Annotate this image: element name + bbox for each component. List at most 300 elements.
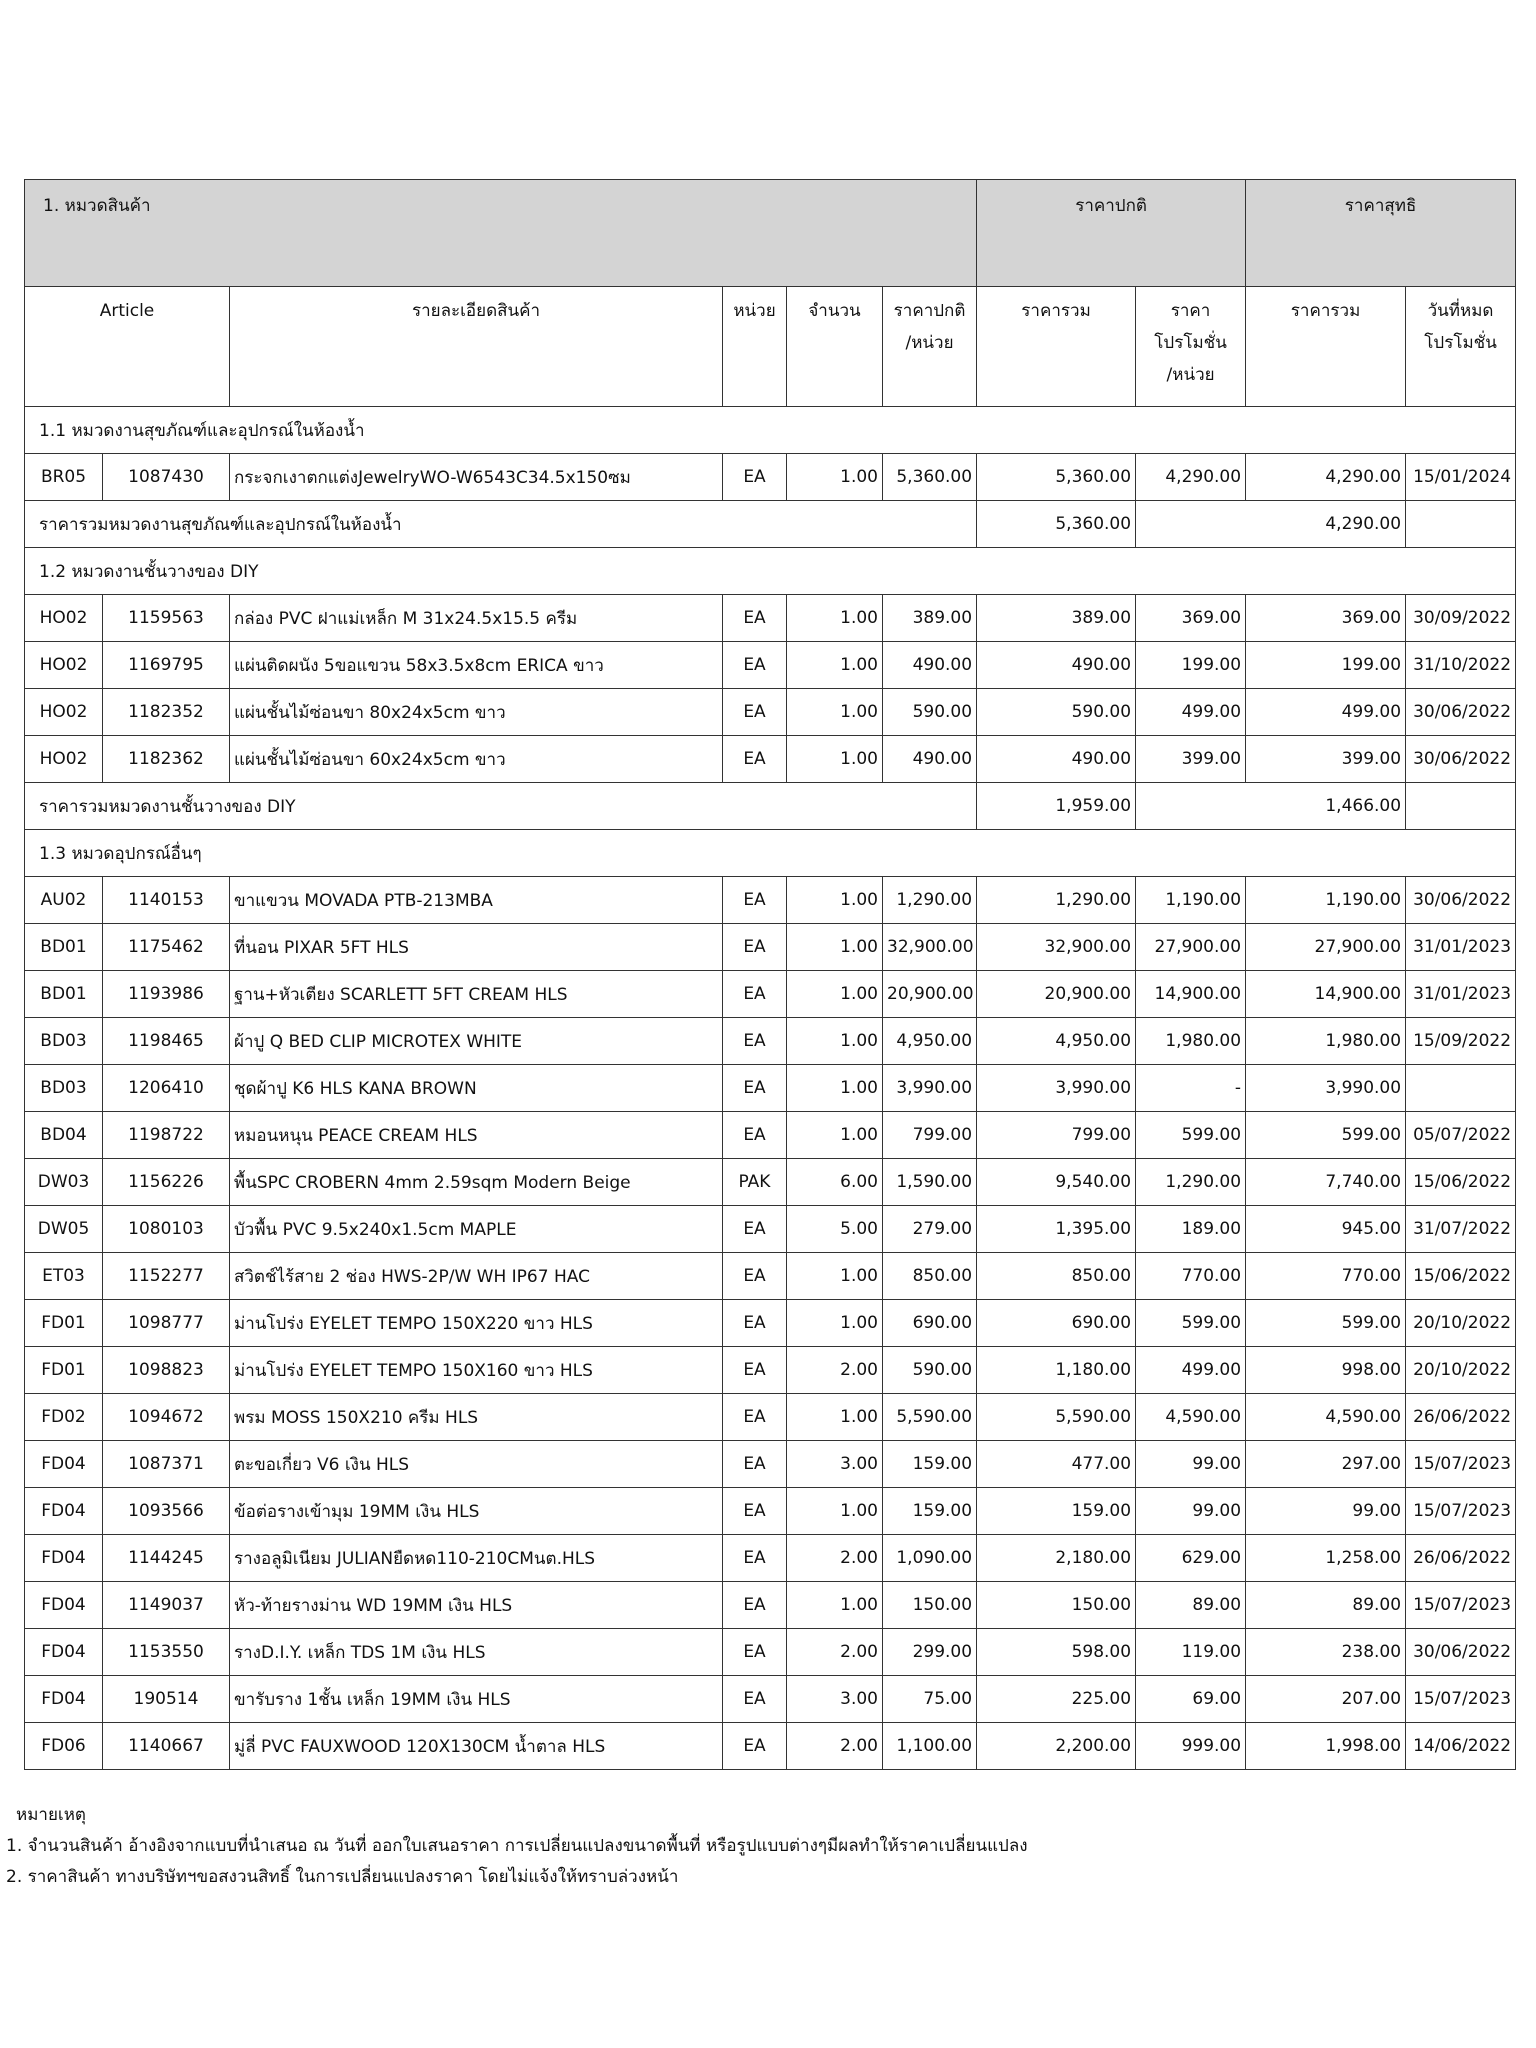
unit-price: 590.00 — [883, 1347, 977, 1394]
product-description: กล่อง PVC ฝาแม่เหล็ก M 31x24.5x15.5 ครีม — [230, 595, 723, 642]
total-price: 490.00 — [977, 736, 1136, 783]
promo-end-date: 15/07/2023 — [1406, 1676, 1516, 1723]
promo-price: 770.00 — [1136, 1253, 1246, 1300]
product-description: ตะขอเกี่ยว V6 เงิน HLS — [230, 1441, 723, 1488]
promo-end-date — [1406, 1065, 1516, 1112]
total-price: 590.00 — [977, 689, 1136, 736]
col-total: ราคารวม — [977, 287, 1136, 407]
subtotal-empty — [1406, 501, 1516, 548]
unit: EA — [723, 736, 787, 783]
promo-end-date: 14/06/2022 — [1406, 1723, 1516, 1770]
subtotal-net: 4,290.00 — [1136, 501, 1406, 548]
article-number: 1087371 — [103, 1441, 230, 1488]
table-row — [25, 595, 1516, 642]
article-number: 1098777 — [103, 1300, 230, 1347]
total-price: 850.00 — [977, 1253, 1136, 1300]
promo-end-date: 15/09/2022 — [1406, 1018, 1516, 1065]
dept-code: FD04 — [25, 1488, 103, 1535]
col-promo-l2: โปรโมชั่น — [1154, 333, 1227, 353]
unit: EA — [723, 689, 787, 736]
promo-price: - — [1136, 1065, 1246, 1112]
section-header-row — [25, 830, 1516, 877]
total-price: 1,180.00 — [977, 1347, 1136, 1394]
quantity: 1.00 — [787, 1065, 883, 1112]
promo-end-date: 30/06/2022 — [1406, 877, 1516, 924]
promo-end-date: 31/01/2023 — [1406, 971, 1516, 1018]
promo-price: 499.00 — [1136, 1347, 1246, 1394]
table-row — [25, 1300, 1516, 1347]
product-description: หมอนหนุน PEACE CREAM HLS — [230, 1112, 723, 1159]
unit: EA — [723, 877, 787, 924]
dept-code: FD01 — [25, 1347, 103, 1394]
promo-price: 14,900.00 — [1136, 971, 1246, 1018]
section-header-row — [25, 407, 1516, 454]
table-row — [25, 642, 1516, 689]
article-number: 1198465 — [103, 1018, 230, 1065]
dept-code: AU02 — [25, 877, 103, 924]
table-row — [25, 1488, 1516, 1535]
col-unit-price — [883, 287, 977, 407]
subtotal-total: 1,959.00 — [977, 783, 1136, 830]
unit: EA — [723, 1441, 787, 1488]
unit: EA — [723, 1582, 787, 1629]
quantity: 1.00 — [787, 1488, 883, 1535]
col-qty: จำนวน — [787, 287, 883, 407]
table-group-header — [25, 180, 1516, 287]
table-row — [25, 1159, 1516, 1206]
unit: EA — [723, 1253, 787, 1300]
net-total: 599.00 — [1246, 1300, 1406, 1347]
product-description: ชุดผ้าปู K6 HLS KANA BROWN — [230, 1065, 723, 1112]
article-number: 1087430 — [103, 454, 230, 501]
product-description: ขาแขวน MOVADA PTB-213MBA — [230, 877, 723, 924]
promo-end-date: 30/06/2022 — [1406, 736, 1516, 783]
total-price: 225.00 — [977, 1676, 1136, 1723]
note-item: 2. ราคาสินค้า ทางบริษัทฯขอสงวนสิทธิ์ ในการเปลี่ยนแปลงราคา โดยไม่แจ้งให้ทราบล่วงหน้า — [6, 1867, 679, 1887]
article-number: 1198722 — [103, 1112, 230, 1159]
unit-price: 159.00 — [883, 1441, 977, 1488]
dept-code: FD02 — [25, 1394, 103, 1441]
table-row — [25, 1206, 1516, 1253]
unit: EA — [723, 1723, 787, 1770]
table-row — [25, 1535, 1516, 1582]
article-number: 1153550 — [103, 1629, 230, 1676]
quantity: 1.00 — [787, 454, 883, 501]
product-description: รางD.I.Y. เหล็ก TDS 1M เงิน HLS — [230, 1629, 723, 1676]
unit-price: 75.00 — [883, 1676, 977, 1723]
table-row — [25, 736, 1516, 783]
product-description: แผ่นชั้นไม้ซ่อนขา 80x24x5cm ขาว — [230, 689, 723, 736]
net-total: 238.00 — [1246, 1629, 1406, 1676]
article-number: 1140667 — [103, 1723, 230, 1770]
unit-price: 1,290.00 — [883, 877, 977, 924]
section-title: 1.2 หมวดงานชั้นวางของ DIY — [25, 548, 1516, 595]
unit: EA — [723, 595, 787, 642]
net-total: 599.00 — [1246, 1112, 1406, 1159]
subtotal-empty — [1406, 783, 1516, 830]
col-promo-end-l2: โปรโมชั่น — [1424, 333, 1497, 353]
subtotal-row — [25, 783, 1516, 830]
unit-price: 1,090.00 — [883, 1535, 977, 1582]
quantity: 6.00 — [787, 1159, 883, 1206]
product-description: ม่านโปร่ง EYELET TEMPO 150X160 ขาว HLS — [230, 1347, 723, 1394]
unit-price: 850.00 — [883, 1253, 977, 1300]
unit-price: 1,590.00 — [883, 1159, 977, 1206]
promo-price: 599.00 — [1136, 1112, 1246, 1159]
col-promo-l1: ราคา — [1170, 301, 1211, 321]
quantity: 3.00 — [787, 1441, 883, 1488]
unit-price: 5,590.00 — [883, 1394, 977, 1441]
dept-code: BR05 — [25, 454, 103, 501]
table-row — [25, 1394, 1516, 1441]
table-column-header — [25, 287, 1516, 407]
net-total: 14,900.00 — [1246, 971, 1406, 1018]
net-total: 207.00 — [1246, 1676, 1406, 1723]
col-promo-end-l1: วันที่หมด — [1427, 301, 1494, 321]
table-row — [25, 1018, 1516, 1065]
article-number: 1206410 — [103, 1065, 230, 1112]
net-total: 3,990.00 — [1246, 1065, 1406, 1112]
promo-price: 4,290.00 — [1136, 454, 1246, 501]
unit-price: 4,950.00 — [883, 1018, 977, 1065]
unit-price: 150.00 — [883, 1582, 977, 1629]
total-price: 3,990.00 — [977, 1065, 1136, 1112]
total-price: 2,180.00 — [977, 1535, 1136, 1582]
dept-code: FD04 — [25, 1676, 103, 1723]
promo-end-date: 31/10/2022 — [1406, 642, 1516, 689]
quantity: 3.00 — [787, 1676, 883, 1723]
col-unit-price-l1: ราคาปกติ — [893, 301, 966, 321]
quantity: 1.00 — [787, 1582, 883, 1629]
total-price: 20,900.00 — [977, 971, 1136, 1018]
unit: EA — [723, 1206, 787, 1253]
article-number: 1144245 — [103, 1535, 230, 1582]
dept-code: HO02 — [25, 736, 103, 783]
promo-end-date: 15/01/2024 — [1406, 454, 1516, 501]
total-price: 477.00 — [977, 1441, 1136, 1488]
unit: EA — [723, 1112, 787, 1159]
col-unit-price-l2: /หน่วย — [905, 333, 954, 353]
col-description: รายละเอียดสินค้า — [230, 287, 723, 407]
promo-price: 199.00 — [1136, 642, 1246, 689]
quantity: 1.00 — [787, 642, 883, 689]
col-article: Article — [25, 287, 230, 407]
product-description: แผ่นติดผนัง 5ขอแขวน 58x3.5x8cm ERICA ขาว — [230, 642, 723, 689]
quantity: 1.00 — [787, 736, 883, 783]
net-total: 770.00 — [1246, 1253, 1406, 1300]
unit: EA — [723, 971, 787, 1018]
promo-price: 4,590.00 — [1136, 1394, 1246, 1441]
normal-price-group-header: ราคาปกติ — [977, 180, 1246, 287]
dept-code: FD04 — [25, 1535, 103, 1582]
unit-price: 490.00 — [883, 736, 977, 783]
note-item: 1. จำนวนสินค้า อ้างอิงจากแบบที่นำเสนอ ณ วันที่ ออกใบเสนอราคา การเปลี่ยนแปลงขนาดพื้นที่ หรือรูปแบบต่างๆมีผลทำให้ราคาเปลี่ยนแปลง — [6, 1836, 1028, 1856]
total-price: 1,395.00 — [977, 1206, 1136, 1253]
unit-price: 389.00 — [883, 595, 977, 642]
quantity: 2.00 — [787, 1629, 883, 1676]
unit-price: 20,900.00 — [883, 971, 977, 1018]
section-header-row — [25, 548, 1516, 595]
table-row — [25, 1065, 1516, 1112]
dept-code: BD04 — [25, 1112, 103, 1159]
promo-end-date: 20/10/2022 — [1406, 1300, 1516, 1347]
article-number: 1156226 — [103, 1159, 230, 1206]
unit: EA — [723, 1535, 787, 1582]
promo-price: 1,290.00 — [1136, 1159, 1246, 1206]
promo-end-date: 15/06/2022 — [1406, 1159, 1516, 1206]
promo-end-date: 31/01/2023 — [1406, 924, 1516, 971]
quantity: 1.00 — [787, 1394, 883, 1441]
net-total: 1,980.00 — [1246, 1018, 1406, 1065]
unit-price: 1,100.00 — [883, 1723, 977, 1770]
quantity: 1.00 — [787, 1018, 883, 1065]
promo-price: 499.00 — [1136, 689, 1246, 736]
article-number: 1152277 — [103, 1253, 230, 1300]
dept-code: HO02 — [25, 642, 103, 689]
promo-end-date: 15/06/2022 — [1406, 1253, 1516, 1300]
product-description: พรม MOSS 150X210 ครีม HLS — [230, 1394, 723, 1441]
promo-price: 189.00 — [1136, 1206, 1246, 1253]
table-row — [25, 877, 1516, 924]
total-price: 690.00 — [977, 1300, 1136, 1347]
unit: EA — [723, 1629, 787, 1676]
article-number: 1098823 — [103, 1347, 230, 1394]
quotation-table — [24, 179, 1516, 1770]
article-number: 1080103 — [103, 1206, 230, 1253]
section-title: 1.1 หมวดงานสุขภัณฑ์และอุปกรณ์ในห้องน้ำ — [25, 407, 1516, 454]
quantity: 2.00 — [787, 1723, 883, 1770]
unit-price: 590.00 — [883, 689, 977, 736]
article-number: 190514 — [103, 1676, 230, 1723]
table-row — [25, 1441, 1516, 1488]
subtotal-total: 5,360.00 — [977, 501, 1136, 548]
subtotal-label: ราคารวมหมวดงานสุขภัณฑ์และอุปกรณ์ในห้องน้ำ — [25, 501, 977, 548]
product-description: ที่นอน PIXAR 5FT HLS — [230, 924, 723, 971]
article-number: 1193986 — [103, 971, 230, 1018]
notes — [6, 1800, 1028, 1893]
unit: EA — [723, 1065, 787, 1112]
article-number: 1094672 — [103, 1394, 230, 1441]
unit-price: 299.00 — [883, 1629, 977, 1676]
promo-price: 599.00 — [1136, 1300, 1246, 1347]
promo-end-date: 20/10/2022 — [1406, 1347, 1516, 1394]
net-total: 369.00 — [1246, 595, 1406, 642]
section-title: 1.3 หมวดอุปกรณ์อื่นๆ — [25, 830, 1516, 877]
total-price: 1,290.00 — [977, 877, 1136, 924]
product-description: ฐาน+หัวเตียง SCARLETT 5FT CREAM HLS — [230, 971, 723, 1018]
net-total: 199.00 — [1246, 642, 1406, 689]
promo-price: 69.00 — [1136, 1676, 1246, 1723]
article-number: 1149037 — [103, 1582, 230, 1629]
col-promo-price — [1136, 287, 1246, 407]
product-description: พื้นSPC CROBERN 4mm 2.59sqm Modern Beige — [230, 1159, 723, 1206]
subtotal-net: 1,466.00 — [1136, 783, 1406, 830]
unit: EA — [723, 1676, 787, 1723]
net-total: 998.00 — [1246, 1347, 1406, 1394]
table-row — [25, 1723, 1516, 1770]
product-description: ข้อต่อรางเข้ามุม 19MM เงิน HLS — [230, 1488, 723, 1535]
table-row — [25, 1629, 1516, 1676]
unit: EA — [723, 454, 787, 501]
net-total: 1,998.00 — [1246, 1723, 1406, 1770]
subtotal-row — [25, 501, 1516, 548]
article-number: 1175462 — [103, 924, 230, 971]
dept-code: FD01 — [25, 1300, 103, 1347]
article-number: 1182362 — [103, 736, 230, 783]
product-description: ผ้าปู Q BED CLIP MICROTEX WHITE — [230, 1018, 723, 1065]
table-row — [25, 1582, 1516, 1629]
net-total: 4,290.00 — [1246, 454, 1406, 501]
total-price: 9,540.00 — [977, 1159, 1136, 1206]
promo-price: 27,900.00 — [1136, 924, 1246, 971]
unit: EA — [723, 1347, 787, 1394]
unit: PAK — [723, 1159, 787, 1206]
net-total: 499.00 — [1246, 689, 1406, 736]
product-description: ขารับราง 1ชั้น เหล็ก 19MM เงิน HLS — [230, 1676, 723, 1723]
table-row — [25, 924, 1516, 971]
dept-code: FD04 — [25, 1582, 103, 1629]
promo-end-date: 30/06/2022 — [1406, 689, 1516, 736]
table-row — [25, 971, 1516, 1018]
unit-price: 799.00 — [883, 1112, 977, 1159]
quantity: 1.00 — [787, 595, 883, 642]
total-price: 4,950.00 — [977, 1018, 1136, 1065]
table-row — [25, 689, 1516, 736]
article-number: 1140153 — [103, 877, 230, 924]
unit: EA — [723, 642, 787, 689]
net-total: 4,590.00 — [1246, 1394, 1406, 1441]
promo-end-date: 26/06/2022 — [1406, 1394, 1516, 1441]
promo-price: 1,190.00 — [1136, 877, 1246, 924]
promo-price: 89.00 — [1136, 1582, 1246, 1629]
col-promo-end — [1406, 287, 1516, 407]
total-price: 598.00 — [977, 1629, 1136, 1676]
unit-price: 32,900.00 — [883, 924, 977, 971]
quantity: 5.00 — [787, 1206, 883, 1253]
unit: EA — [723, 1394, 787, 1441]
total-price: 799.00 — [977, 1112, 1136, 1159]
product-description: รางอลูมิเนียม JULIANยืดหด110-210CMนต.HLS — [230, 1535, 723, 1582]
net-total: 7,740.00 — [1246, 1159, 1406, 1206]
article-number: 1169795 — [103, 642, 230, 689]
net-total: 27,900.00 — [1246, 924, 1406, 971]
unit: EA — [723, 1018, 787, 1065]
table-row — [25, 1347, 1516, 1394]
dept-code: BD03 — [25, 1065, 103, 1112]
total-price: 490.00 — [977, 642, 1136, 689]
unit-price: 159.00 — [883, 1488, 977, 1535]
net-total: 399.00 — [1246, 736, 1406, 783]
product-description: หัว-ท้ายรางม่าน WD 19MM เงิน HLS — [230, 1582, 723, 1629]
promo-end-date: 30/06/2022 — [1406, 1629, 1516, 1676]
product-description: บัวพื้น PVC 9.5x240x1.5cm MAPLE — [230, 1206, 723, 1253]
quantity: 1.00 — [787, 1112, 883, 1159]
unit-price: 3,990.00 — [883, 1065, 977, 1112]
product-description: สวิตช์ไร้สาย 2 ช่อง HWS-2P/W WH IP67 HAC — [230, 1253, 723, 1300]
promo-price: 99.00 — [1136, 1441, 1246, 1488]
net-price-group-header: ราคาสุทธิ — [1246, 180, 1516, 287]
net-total: 1,258.00 — [1246, 1535, 1406, 1582]
promo-end-date: 15/07/2023 — [1406, 1582, 1516, 1629]
total-price: 5,590.00 — [977, 1394, 1136, 1441]
dept-code: DW03 — [25, 1159, 103, 1206]
total-price: 389.00 — [977, 595, 1136, 642]
quantity: 1.00 — [787, 924, 883, 971]
article-number: 1093566 — [103, 1488, 230, 1535]
table-row — [25, 1112, 1516, 1159]
quantity: 1.00 — [787, 1300, 883, 1347]
total-price: 5,360.00 — [977, 454, 1136, 501]
net-total: 297.00 — [1246, 1441, 1406, 1488]
category-title: 1. หมวดสินค้า — [25, 180, 977, 287]
unit: EA — [723, 924, 787, 971]
promo-end-date: 31/07/2022 — [1406, 1206, 1516, 1253]
dept-code: ET03 — [25, 1253, 103, 1300]
quantity: 2.00 — [787, 1535, 883, 1582]
quantity: 2.00 — [787, 1347, 883, 1394]
dept-code: DW05 — [25, 1206, 103, 1253]
net-total: 89.00 — [1246, 1582, 1406, 1629]
promo-price: 99.00 — [1136, 1488, 1246, 1535]
promo-end-date: 26/06/2022 — [1406, 1535, 1516, 1582]
unit-price: 490.00 — [883, 642, 977, 689]
article-number: 1182352 — [103, 689, 230, 736]
unit-price: 690.00 — [883, 1300, 977, 1347]
promo-price: 999.00 — [1136, 1723, 1246, 1770]
promo-price: 399.00 — [1136, 736, 1246, 783]
subtotal-label: ราคารวมหมวดงานชั้นวางของ DIY — [25, 783, 977, 830]
unit-price: 279.00 — [883, 1206, 977, 1253]
unit: EA — [723, 1488, 787, 1535]
promo-end-date: 05/07/2022 — [1406, 1112, 1516, 1159]
quantity: 1.00 — [787, 689, 883, 736]
net-total: 1,190.00 — [1246, 877, 1406, 924]
promo-end-date: 15/07/2023 — [1406, 1488, 1516, 1535]
quantity: 1.00 — [787, 971, 883, 1018]
dept-code: FD04 — [25, 1629, 103, 1676]
dept-code: BD01 — [25, 924, 103, 971]
quantity: 1.00 — [787, 1253, 883, 1300]
promo-price: 119.00 — [1136, 1629, 1246, 1676]
net-total: 99.00 — [1246, 1488, 1406, 1535]
table-row — [25, 1253, 1516, 1300]
col-promo-l3: /หน่วย — [1166, 365, 1215, 385]
col-unit: หน่วย — [723, 287, 787, 407]
promo-price: 1,980.00 — [1136, 1018, 1246, 1065]
total-price: 32,900.00 — [977, 924, 1136, 971]
dept-code: HO02 — [25, 689, 103, 736]
promo-price: 369.00 — [1136, 595, 1246, 642]
total-price: 159.00 — [977, 1488, 1136, 1535]
table-row — [25, 1676, 1516, 1723]
promo-end-date: 30/09/2022 — [1406, 595, 1516, 642]
dept-code: FD04 — [25, 1441, 103, 1488]
dept-code: BD01 — [25, 971, 103, 1018]
product-description: มู่ลี่ PVC FAUXWOOD 120X130CM น้ำตาล HLS — [230, 1723, 723, 1770]
product-description: ม่านโปร่ง EYELET TEMPO 150X220 ขาว HLS — [230, 1300, 723, 1347]
product-description: กระจกเงาตกแต่งJewelryWO-W6543C34.5x150ซม — [230, 454, 723, 501]
dept-code: FD06 — [25, 1723, 103, 1770]
col-net-total: ราคารวม — [1246, 287, 1406, 407]
unit: EA — [723, 1300, 787, 1347]
article-number: 1159563 — [103, 595, 230, 642]
total-price: 150.00 — [977, 1582, 1136, 1629]
table-row — [25, 454, 1516, 501]
total-price: 2,200.00 — [977, 1723, 1136, 1770]
unit-price: 5,360.00 — [883, 454, 977, 501]
notes-heading: หมายเหตุ — [16, 1805, 86, 1825]
dept-code: HO02 — [25, 595, 103, 642]
